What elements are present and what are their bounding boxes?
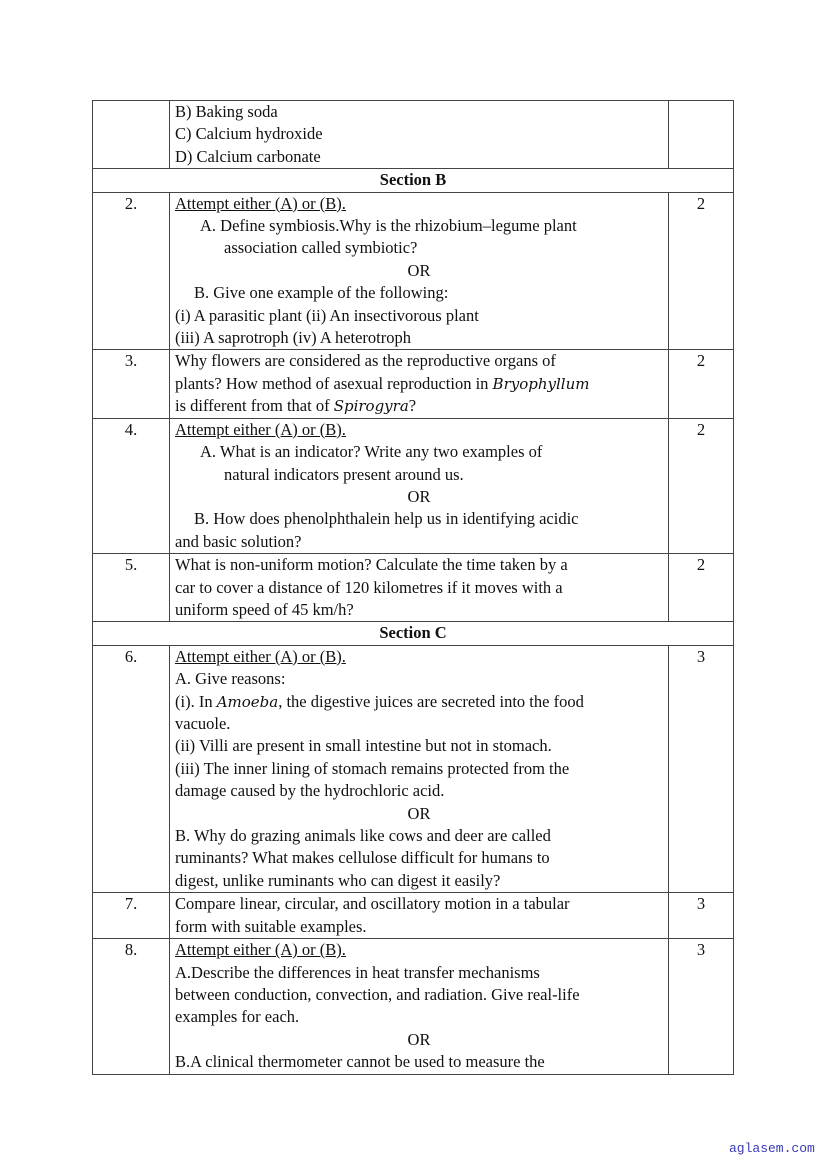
- question-line: [175, 1051, 663, 1073]
- question-line: [175, 962, 663, 984]
- text-segment: natural indicators present around us.: [224, 464, 464, 484]
- question-text: [170, 939, 669, 1074]
- text-segment: Attempt either (A) or (B).: [175, 193, 346, 213]
- question-row: [93, 645, 734, 892]
- text-segment: form with suitable examples.: [175, 916, 367, 936]
- text-segment: A. What is an indicator? Write any two examples of: [200, 442, 543, 462]
- text-segment: A. Give reasons:: [175, 669, 286, 689]
- question-line: [175, 101, 663, 123]
- text-segment: and basic solution?: [175, 531, 302, 551]
- text-segment: (ii) Villi are present in small intestine but not in stomach.: [175, 736, 552, 756]
- or-separator: [175, 803, 663, 825]
- instruction-line: [175, 193, 663, 215]
- marks: [669, 101, 734, 169]
- text-segment: A.Describe the differences in heat transfer mechanisms: [175, 962, 540, 982]
- question-line: [175, 350, 663, 372]
- text-segment: B. Give one example of the following:: [194, 283, 449, 303]
- marks: 3: [669, 645, 734, 892]
- question-line: [175, 758, 663, 780]
- text-segment: vacuole.: [175, 713, 231, 733]
- question-number: [93, 101, 170, 169]
- section-row: [93, 169, 734, 192]
- text-segment: ruminants? What makes cellulose difficult for humans to: [175, 848, 550, 868]
- question-line: [175, 237, 663, 259]
- text-segment: is different from that of: [175, 396, 334, 416]
- marks: 2: [669, 418, 734, 553]
- italic-term: Amoeba: [216, 692, 279, 711]
- or-separator: [175, 260, 663, 282]
- question-line: [175, 373, 663, 395]
- italic-term: Spirogyra: [333, 397, 409, 416]
- question-line: [175, 282, 663, 304]
- text-segment: examples for each.: [175, 1007, 300, 1027]
- question-row: [93, 893, 734, 939]
- text-segment: B) Baking soda: [175, 102, 278, 121]
- text-segment: ?: [408, 396, 417, 416]
- question-text: [170, 350, 669, 418]
- question-line: [175, 893, 663, 915]
- question-line: [175, 305, 663, 327]
- question-number: 5.: [93, 554, 170, 622]
- question-number: 4.: [93, 418, 170, 553]
- text-segment: (iii) A saprotroph (iv) A heterotroph: [175, 328, 412, 348]
- question-row: [93, 418, 734, 553]
- text-segment: car to cover a distance of 120 kilometres if it moves with a: [175, 577, 563, 597]
- question-text: [170, 101, 669, 169]
- question-number: 2.: [93, 192, 170, 350]
- question-line: [175, 441, 663, 463]
- text-segment: B. Why do grazing animals like cows and deer are called: [175, 826, 551, 845]
- question-line: [175, 395, 663, 417]
- section-row: [93, 622, 734, 645]
- question-table: [92, 100, 734, 1075]
- text-segment: (i) A parasitic plant (ii) An insectivorous plant: [175, 305, 479, 325]
- question-line: [175, 508, 663, 530]
- text-segment: What is non-uniform motion? Calculate the time taken by a: [175, 555, 568, 575]
- question-text: [170, 418, 669, 553]
- section-heading: Section C: [93, 622, 734, 645]
- question-line: [175, 825, 663, 847]
- text-segment: D) Calcium carbonate: [175, 146, 321, 166]
- question-line: [175, 554, 663, 576]
- text-segment: Attempt either (A) or (B).: [175, 419, 346, 439]
- text-segment: (i). In: [175, 691, 217, 711]
- question-line: [175, 327, 663, 349]
- question-row: [93, 192, 734, 350]
- text-segment: Compare linear, circular, and oscillatory motion in a tabular: [175, 894, 570, 914]
- question-line: [175, 464, 663, 486]
- question-line: [175, 531, 663, 553]
- question-text: [170, 554, 669, 622]
- instruction-line: [175, 419, 663, 441]
- question-number: 8.: [93, 939, 170, 1074]
- question-text: [170, 893, 669, 939]
- text-segment: digest, unlike ruminants who can digest it easily?: [175, 870, 501, 890]
- text-segment: uniform speed of 45 km/h?: [175, 599, 354, 619]
- question-number: 3.: [93, 350, 170, 418]
- question-line: [175, 1006, 663, 1028]
- text-segment: between conduction, convection, and radiation. Give real-life: [175, 985, 580, 1005]
- text-segment: (iii) The inner lining of stomach remains protected from the: [175, 758, 570, 778]
- text-segment: A. Define symbiosis.Why is the rhizobium–legume plant: [200, 216, 577, 236]
- question-line: [175, 599, 663, 621]
- question-line: [175, 870, 663, 892]
- text-segment: Attempt either (A) or (B).: [175, 940, 346, 960]
- question-line: [175, 215, 663, 237]
- section-heading: Section B: [93, 169, 734, 192]
- marks: 3: [669, 939, 734, 1074]
- question-number: 6.: [93, 645, 170, 892]
- text-segment: B.A clinical thermometer cannot be used to measure the: [175, 1052, 545, 1072]
- text-segment: , the digestive juices are secreted into the food: [278, 691, 584, 711]
- text-segment: OR: [407, 803, 431, 823]
- text-segment: association called symbiotic?: [224, 238, 418, 258]
- question-text: [170, 192, 669, 350]
- question-line: [175, 780, 663, 802]
- question-line: [175, 577, 663, 599]
- text-segment: OR: [407, 1029, 431, 1049]
- text-segment: B. How does phenolphthalein help us in identifying acidic: [194, 509, 579, 529]
- question-line: [175, 123, 663, 145]
- marks: 2: [669, 192, 734, 350]
- or-separator: [175, 486, 663, 508]
- question-text: [170, 645, 669, 892]
- text-segment: Why flowers are considered as the reproductive organs of: [175, 351, 556, 371]
- question-line: [175, 691, 663, 713]
- question-row: [93, 350, 734, 418]
- question-line: [175, 735, 663, 757]
- question-line: [175, 984, 663, 1006]
- or-separator: [175, 1029, 663, 1051]
- text-segment: Attempt either (A) or (B).: [175, 646, 346, 666]
- italic-term: Bryophyllum: [492, 374, 590, 393]
- instruction-line: [175, 939, 663, 961]
- question-number: 7.: [93, 893, 170, 939]
- question-row: [93, 939, 734, 1074]
- question-row: [93, 101, 734, 169]
- question-line: [175, 146, 663, 168]
- text-segment: damage caused by the hydrochloric acid.: [175, 781, 445, 801]
- watermark-link[interactable]: aglasem.com: [729, 1141, 815, 1156]
- question-line: [175, 713, 663, 735]
- text-segment: OR: [407, 486, 431, 506]
- instruction-line: [175, 646, 663, 668]
- question-row: [93, 554, 734, 622]
- question-line: [175, 847, 663, 869]
- text-segment: C) Calcium hydroxide: [175, 124, 323, 144]
- question-line: [175, 916, 663, 938]
- marks: 2: [669, 350, 734, 418]
- marks: 3: [669, 893, 734, 939]
- marks: 2: [669, 554, 734, 622]
- question-line: [175, 668, 663, 690]
- text-segment: plants? How method of asexual reproduction in: [175, 373, 493, 393]
- text-segment: OR: [407, 260, 431, 280]
